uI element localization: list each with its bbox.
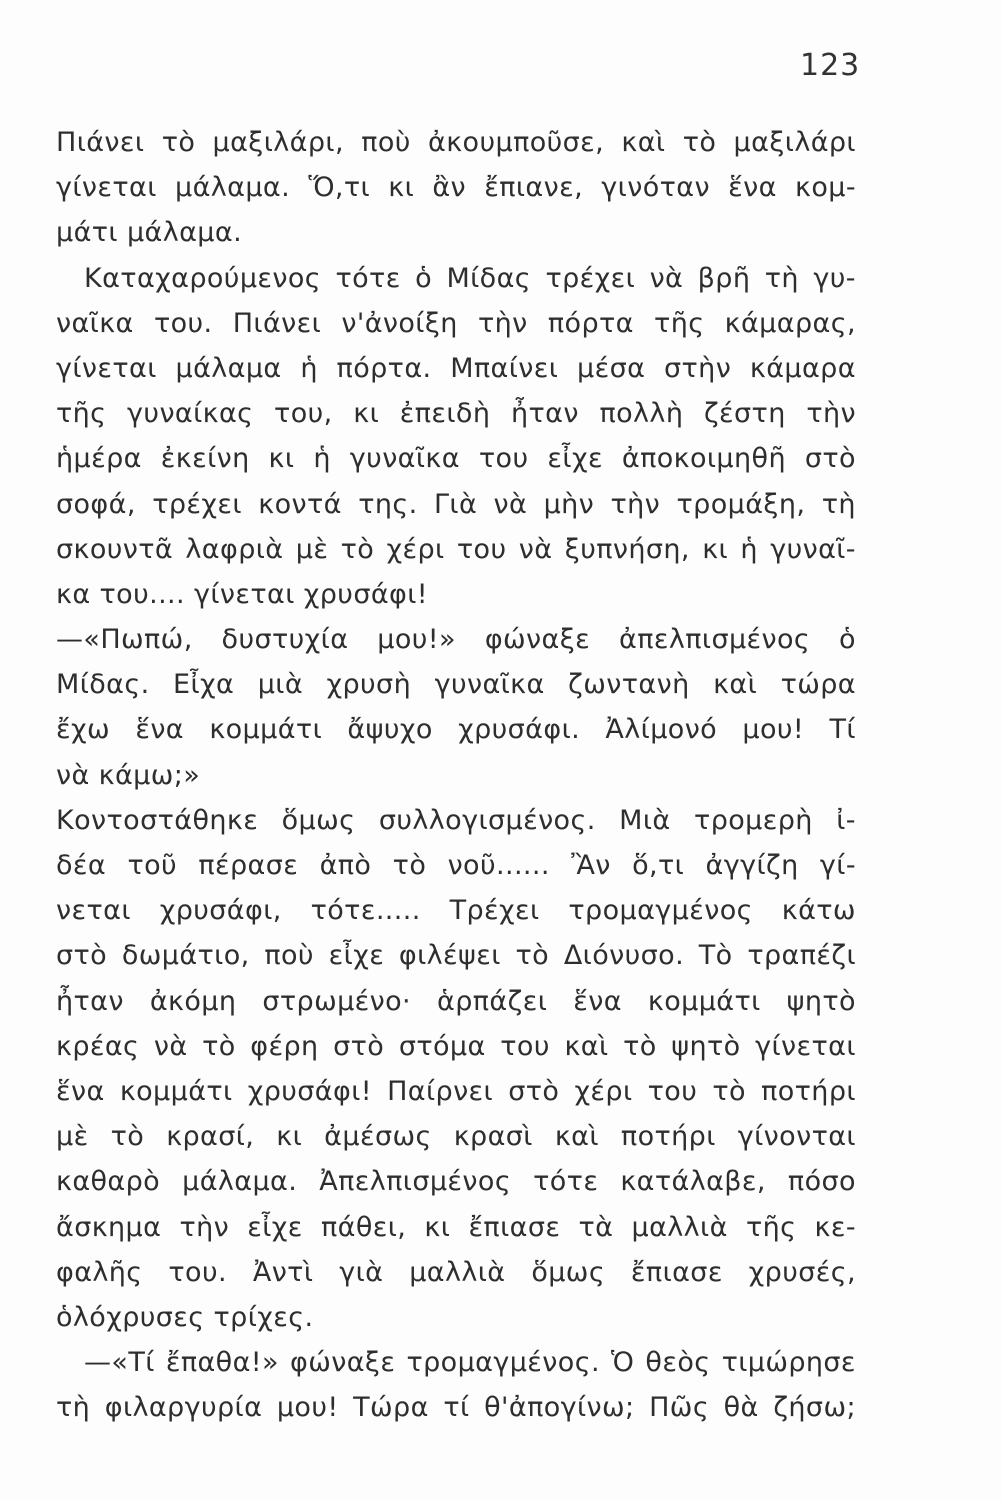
- word: κρασί,: [166, 1121, 255, 1153]
- word: γινόταν: [601, 172, 710, 204]
- word: χρυσάφι,: [159, 895, 282, 927]
- word: τὸ: [202, 1030, 236, 1062]
- word: γυναῖκα: [434, 669, 545, 701]
- word: γί-: [819, 850, 856, 881]
- word: ἀποκοιμηθῆ: [621, 443, 786, 475]
- word: του: [500, 1030, 550, 1062]
- word: τρομαγμένος.: [406, 1347, 600, 1379]
- text-line: ὁλόχρυσες τρίχες.: [56, 1301, 314, 1333]
- word: καθαρὸ: [56, 1166, 161, 1198]
- text-line: κα του.... γίνεται χρυσάφι!: [56, 578, 429, 610]
- word: πόρτα.: [336, 352, 432, 384]
- text-line: [56, 527, 856, 572]
- word: καὶ: [621, 127, 666, 158]
- word: κομ-: [795, 172, 856, 204]
- text-line: [56, 165, 856, 210]
- word: τώρα: [780, 669, 856, 701]
- word: χρυσὴ: [326, 669, 412, 701]
- word: ἐκείνη: [160, 443, 250, 475]
- word: τότε: [533, 1166, 599, 1198]
- word: σκουντᾶ: [56, 533, 174, 565]
- text-line: [56, 1069, 856, 1114]
- body-text: [56, 120, 856, 1430]
- word: χέρι: [386, 533, 445, 565]
- word: Ἂν: [571, 850, 611, 881]
- word: στρωμένο·: [262, 985, 412, 1017]
- word: ἕνα: [135, 714, 185, 746]
- word: ἀπὸ: [319, 850, 372, 881]
- word: ἔπιασε: [630, 1256, 723, 1288]
- word: τὴν: [478, 307, 528, 339]
- word: ἦταν: [56, 985, 124, 1017]
- word: ἁρπάζει: [437, 985, 548, 1017]
- word: Ὅ,τι: [308, 172, 371, 204]
- word: νεται: [56, 895, 131, 927]
- word: φώναξε: [290, 1347, 396, 1379]
- word: ποτήρι: [761, 1075, 856, 1107]
- word: τὸ: [712, 1075, 746, 1107]
- word: μαλλιὰ: [409, 1256, 506, 1288]
- text-line: [56, 843, 856, 888]
- word: κε-: [814, 1211, 856, 1243]
- word: ζήσω;: [773, 1392, 856, 1424]
- word: τιμώρησε: [721, 1347, 856, 1379]
- word: ἂν: [432, 172, 467, 204]
- word: τὴν: [806, 398, 856, 430]
- word: κρέας: [56, 1030, 140, 1062]
- word: πολλὴ: [599, 398, 684, 430]
- word: μὴν: [543, 488, 595, 520]
- word: Πιάνει: [56, 127, 145, 158]
- word: νὰ: [493, 488, 528, 520]
- word: φώναξε: [484, 624, 591, 656]
- word: τραπέζι: [747, 940, 856, 972]
- word: Τρέχει: [449, 895, 540, 927]
- word: τρέχει: [545, 262, 636, 294]
- word: ἔπιανε,: [484, 172, 584, 204]
- word: καὶ: [713, 669, 758, 701]
- word: ἕνα: [728, 172, 777, 204]
- word: Ἀπελπισμένος: [319, 1166, 512, 1198]
- word: ἀκουμποῦσε,: [428, 127, 605, 158]
- word: δυστυχία: [221, 624, 349, 656]
- word: ἡμέρα: [56, 443, 142, 475]
- word: κι: [388, 172, 415, 204]
- word: κι: [268, 443, 295, 475]
- word: ἰ-: [836, 804, 856, 836]
- word: ἔπαθα!»: [165, 1347, 279, 1379]
- word: στὴν: [664, 352, 732, 384]
- word: τῆς: [56, 398, 107, 430]
- word: μου!: [276, 1392, 339, 1424]
- text-line: [56, 979, 856, 1024]
- word: ὅμως: [281, 804, 356, 836]
- word: του,: [274, 398, 333, 430]
- word: ζέστη: [703, 398, 786, 430]
- word: γίνονται: [737, 1121, 856, 1153]
- word: καὶ: [554, 1121, 599, 1153]
- text-line: [56, 798, 856, 843]
- text-line: [56, 1385, 856, 1430]
- word: τὸ: [392, 850, 427, 881]
- text-line: [56, 1205, 856, 1250]
- word: κομμάτι: [647, 985, 761, 1017]
- word: φιλέψει: [398, 940, 501, 972]
- word: ἔπιασε: [468, 1211, 561, 1243]
- word: ποὺ: [361, 127, 411, 158]
- word: νὰ: [649, 262, 684, 294]
- word: τοῦ: [127, 850, 178, 881]
- word: τὸ: [623, 1030, 657, 1062]
- word: πάθει,: [320, 1211, 407, 1243]
- word: δέα: [56, 850, 107, 881]
- word: τὸ: [110, 1121, 145, 1153]
- word: μου!»: [377, 624, 456, 656]
- word: κι: [702, 533, 729, 565]
- word: στὸ: [804, 443, 856, 475]
- word: μὲ: [295, 533, 329, 565]
- text-line: [56, 256, 856, 301]
- word: ἡ: [313, 443, 331, 475]
- word: συλλογισμένος.: [378, 804, 596, 836]
- word: Μίδας: [446, 262, 532, 294]
- word: στὸ: [508, 1075, 560, 1107]
- text-line: [56, 391, 856, 436]
- word: θὰ: [723, 1392, 759, 1424]
- word: Μπαίνει: [450, 352, 559, 384]
- word: κομμάτι: [119, 1075, 233, 1107]
- word: της.: [358, 488, 418, 520]
- word: τὸ: [340, 533, 375, 565]
- word: τῆς: [654, 307, 705, 339]
- word: ὅ,τι: [632, 850, 685, 881]
- word: ἦταν: [511, 398, 579, 430]
- word: τὴ: [764, 262, 799, 294]
- word: Μιὰ: [619, 804, 671, 836]
- word: ἀμέσως: [324, 1121, 432, 1153]
- word: κάμαρας,: [724, 307, 856, 339]
- text-line: [56, 1250, 856, 1295]
- word: μάλαμα: [175, 352, 282, 384]
- word: ποὺ: [264, 940, 314, 972]
- word: Ὁ: [611, 1347, 635, 1379]
- word: στόμα: [398, 1030, 486, 1062]
- word: γυναίκας: [127, 398, 254, 430]
- word: του.: [168, 1256, 227, 1288]
- word: Κοντοστάθηκε: [56, 804, 259, 836]
- word: λαφριὰ: [185, 533, 284, 565]
- word: του.: [153, 307, 213, 339]
- word: ἕνα: [56, 1075, 105, 1107]
- word: βρῆ: [697, 262, 751, 294]
- word: τὴν: [179, 1211, 230, 1243]
- word: κατάλαβε,: [620, 1166, 766, 1198]
- word: ἡ: [740, 533, 758, 565]
- word: τὰ: [578, 1211, 614, 1243]
- word: εἶχε: [247, 1211, 303, 1243]
- word: κι: [424, 1211, 451, 1243]
- word: του: [456, 533, 507, 565]
- text-line: [56, 1340, 856, 1385]
- word: τί: [443, 1392, 470, 1424]
- word: Γιὰ: [433, 488, 478, 520]
- text-line: [56, 662, 856, 707]
- word: ἀγγίζη: [705, 850, 799, 881]
- word: θ'ἀπογίνω;: [484, 1392, 635, 1424]
- word: τὸ: [682, 127, 717, 158]
- word: πόσο: [787, 1166, 856, 1198]
- word: νοῦ......: [447, 850, 550, 881]
- word: τὸ: [515, 940, 550, 972]
- word: τῆς: [745, 1211, 797, 1243]
- word: κρασὶ: [453, 1121, 533, 1153]
- word: —«Τί: [84, 1347, 155, 1379]
- word: Πῶς: [649, 1392, 710, 1424]
- word: μέσα: [577, 352, 646, 384]
- word: Ἀλίμονό: [605, 714, 718, 746]
- word: ζωντανὴ: [568, 669, 690, 701]
- word: χρυσάφι!: [247, 1075, 372, 1107]
- word: τρομερὴ: [694, 804, 813, 836]
- word: τρέχει: [152, 488, 242, 520]
- word: μάλαμα.: [182, 1166, 298, 1198]
- word: ἔχω: [56, 714, 111, 746]
- word: Τώρα: [353, 1392, 429, 1424]
- word: ὁ: [415, 262, 433, 294]
- text-line: [56, 617, 856, 662]
- word: τότε.....: [310, 895, 421, 927]
- text-line: [56, 1114, 856, 1159]
- word: κάμαρα: [749, 352, 856, 384]
- word: στὸ: [333, 1030, 385, 1062]
- word: νὰ: [153, 1030, 188, 1062]
- word: μὲ: [56, 1121, 89, 1153]
- word: φιλαργυρία: [104, 1392, 263, 1424]
- word: κι: [276, 1121, 303, 1153]
- page-number: 123: [800, 48, 861, 83]
- word: ποτήρι: [620, 1121, 716, 1153]
- word: νὰ: [518, 533, 553, 565]
- word: τὸ: [161, 127, 196, 158]
- word: κι: [353, 398, 380, 430]
- word: ν'ἀνοίξη: [341, 307, 458, 339]
- word: χρυσάφι.: [458, 714, 581, 746]
- word: κοντά: [258, 488, 342, 520]
- word: ἄσκημα: [56, 1211, 162, 1243]
- word: τρομάξη,: [676, 488, 806, 520]
- word: ἡ: [300, 352, 318, 384]
- word: ἕνα: [573, 985, 622, 1017]
- word: γίνεται: [56, 172, 157, 204]
- word: στὸ: [56, 940, 108, 972]
- text-line: νὰ κάμω;»: [56, 759, 201, 791]
- word: Πιάνει: [232, 307, 322, 339]
- word: μαξιλάρι: [733, 127, 856, 158]
- word: Παίρνει: [387, 1075, 494, 1107]
- word: ὁ: [839, 624, 856, 656]
- word: εἶχε: [547, 443, 603, 475]
- word: ἀκόμη: [149, 985, 237, 1017]
- word: Τὸ: [698, 940, 733, 972]
- word: ἄψυχο: [347, 714, 433, 746]
- word: Μίδας.: [56, 669, 150, 701]
- word: γίνεται: [755, 1030, 856, 1062]
- word: ξυπνήση,: [564, 533, 690, 565]
- text-line: [56, 482, 856, 527]
- word: μιὰ: [257, 669, 304, 701]
- word: τὴ: [821, 488, 856, 520]
- text-line: [56, 120, 856, 165]
- word: γίνεται: [56, 352, 157, 384]
- word: κάτω: [781, 895, 856, 927]
- text-line: [56, 933, 856, 978]
- text-line: [56, 1024, 856, 1069]
- word: Ἀντὶ: [252, 1256, 314, 1288]
- text-line: [56, 436, 856, 481]
- word: ὅμως: [531, 1256, 606, 1288]
- word: πόρτα: [547, 307, 634, 339]
- word: γυναῖ-: [770, 533, 856, 565]
- word: ψητὸ: [786, 985, 856, 1017]
- word: ἐπειδὴ: [399, 398, 491, 430]
- word: γυναῖκα: [349, 443, 460, 475]
- word: —«Πωπώ,: [56, 624, 193, 656]
- text-line: [56, 1159, 856, 1204]
- word: εἶχε: [328, 940, 385, 972]
- word: Διόνυσο.: [563, 940, 685, 972]
- word: χρυσές,: [748, 1256, 856, 1288]
- word: του: [647, 1075, 698, 1107]
- text-line: [56, 346, 856, 391]
- word: Τί: [829, 714, 856, 746]
- word: χέρι: [574, 1075, 633, 1107]
- word: πέρασε: [198, 850, 299, 881]
- text-line: μάτι μάλαμα.: [56, 217, 243, 249]
- text-line: [56, 888, 856, 933]
- word: Εἶχα: [173, 669, 235, 701]
- word: μαξιλάρι,: [212, 127, 344, 158]
- word: τὴ: [56, 1392, 91, 1424]
- word: φαλῆς: [56, 1256, 143, 1288]
- word: γυ-: [813, 262, 856, 294]
- word: μαλλιὰ: [631, 1211, 728, 1243]
- text-line: [56, 707, 856, 752]
- word: τρομαγμένος: [568, 895, 753, 927]
- word: τὴν: [610, 488, 661, 520]
- word: μου!: [742, 714, 805, 746]
- word: καὶ: [564, 1030, 609, 1062]
- word: ψητὸ: [671, 1030, 741, 1062]
- word: μάλαμα.: [174, 172, 291, 204]
- word: σοφά,: [56, 488, 136, 520]
- word: φέρη: [250, 1030, 319, 1062]
- text-line: [56, 301, 856, 346]
- word: κομμάτι: [209, 714, 323, 746]
- word: τότε: [335, 262, 401, 294]
- word: του: [478, 443, 529, 475]
- word: γιὰ: [339, 1256, 384, 1288]
- word: ἀπελπισμένος: [619, 624, 811, 656]
- word: Καταχαρούμενος: [84, 262, 322, 294]
- word: ναῖκα: [56, 307, 134, 339]
- word: θεὸς: [645, 1347, 711, 1379]
- word: δωμάτιο,: [121, 940, 250, 972]
